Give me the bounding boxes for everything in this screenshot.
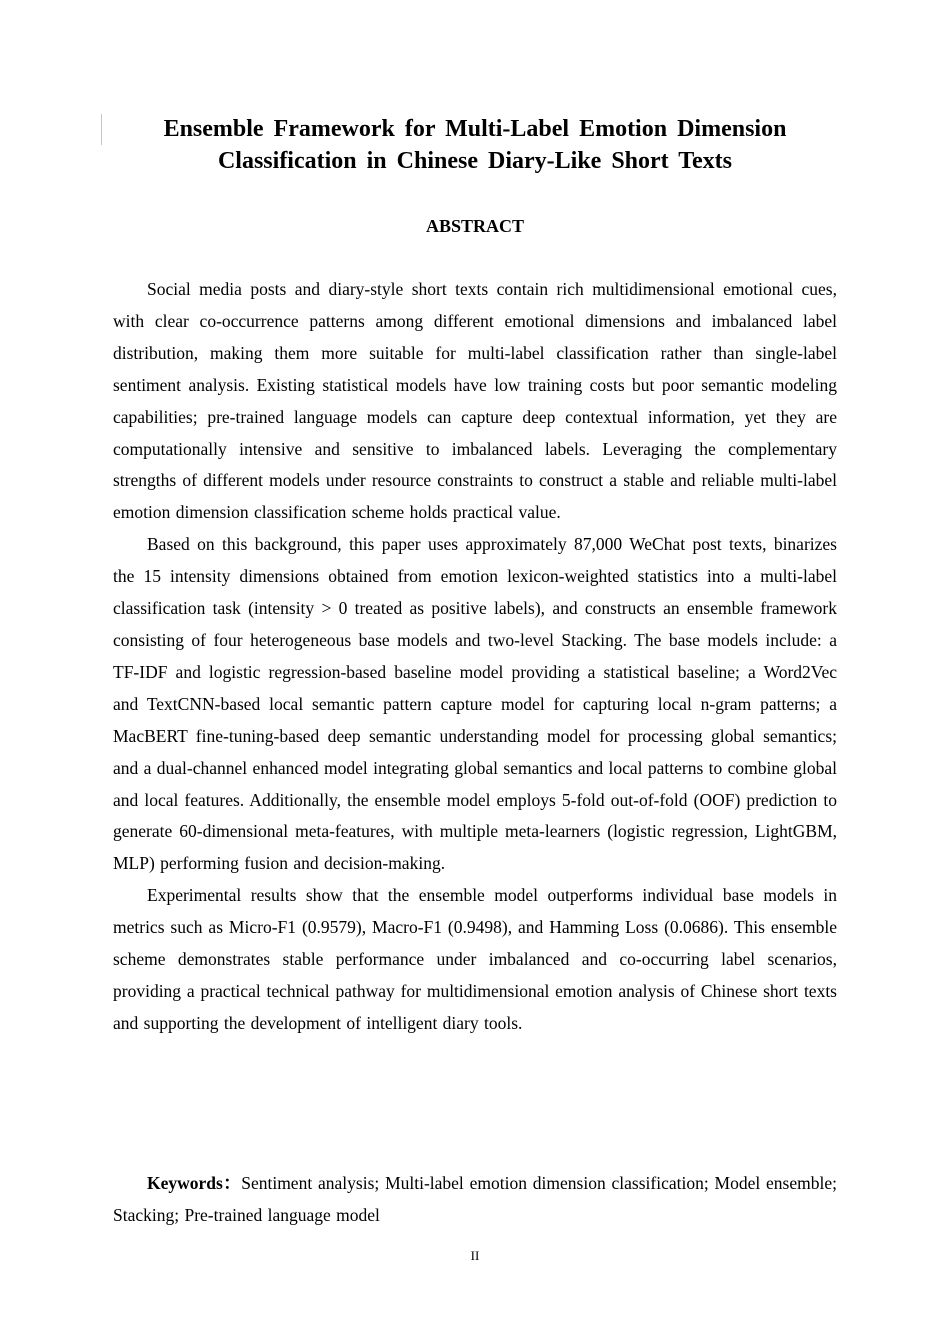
abstract-paragraph-3: Experimental results show that the ensemble model outperforms individual base models in metrics such as Micro-F1 (0.9579), Macro-F1 (0.9498), and Hamming Loss (0.0686). This ensemble scheme demonstrates stable performance under imbalanced and co-occurring label scenarios, providing a practical technical pathway for multidimensional emotion analysis of Chinese short texts and supporting the development of intelligent diary tools. <box>113 885 837 1033</box>
keywords-text: Sentiment analysis; Multi-label emotion dimension classification; Model ensemble; Stacking; Pre-trained language model <box>113 1173 837 1225</box>
keywords-label: Keywords： <box>147 1173 242 1193</box>
margin-marker <box>101 114 102 145</box>
abstract-body <box>113 274 837 1040</box>
keywords-line <box>113 1168 837 1232</box>
abstract-paragraph-2: Based on this background, this paper uses approximately 87,000 WeChat post texts, binarizes the 15 intensity dimensions obtained from emotion lexicon-weighted statistics into a multi-label classification task (intensity > 0 treated as positive labels), and constructs an ensemble framework consisting of four heterogeneous base models and two-level Stacking. The base models include: a TF-IDF and logistic regression-based baseline model providing a statistical baseline; a Word2Vec and TextCNN-based local semantic pattern capture model for capturing local n-gram patterns; a MacBERT fine-tuning-based deep semantic understanding model for processing global semantics; and a dual-channel enhanced model integrating global semantics and local patterns to combine global and local features. Additionally, the ensemble model employs 5-fold out-of-fold (OOF) prediction to generate 60-dimensional meta-features, with multiple meta-learners (logistic regression, LightGBM, MLP) performing fusion and decision-making. <box>113 534 837 874</box>
document-title: Ensemble Framework for Multi-Label Emotion Dimension Classification in Chinese Diary-Like Short Texts <box>163 116 787 174</box>
abstract-paragraph-1: Social media posts and diary-style short texts contain rich multidimensional emotional cues, with clear co-occurrence patterns among different emotional dimensions and imbalanced label distribution, making them more suitable for multi-label classification rather than single-label sentiment analysis. Existing statistical models have low training costs but poor semantic modeling capabilities; pre-trained language models can capture deep contextual information, yet they are computationally intensive and sensitive to imbalanced labels. Leveraging the complementary strengths of different models under resource constraints to construct a stable and reliable multi-label emotion dimension classification scheme holds practical value. <box>113 279 837 523</box>
page-number: II <box>470 1248 480 1263</box>
abstract-heading: ABSTRACT <box>425 216 525 236</box>
